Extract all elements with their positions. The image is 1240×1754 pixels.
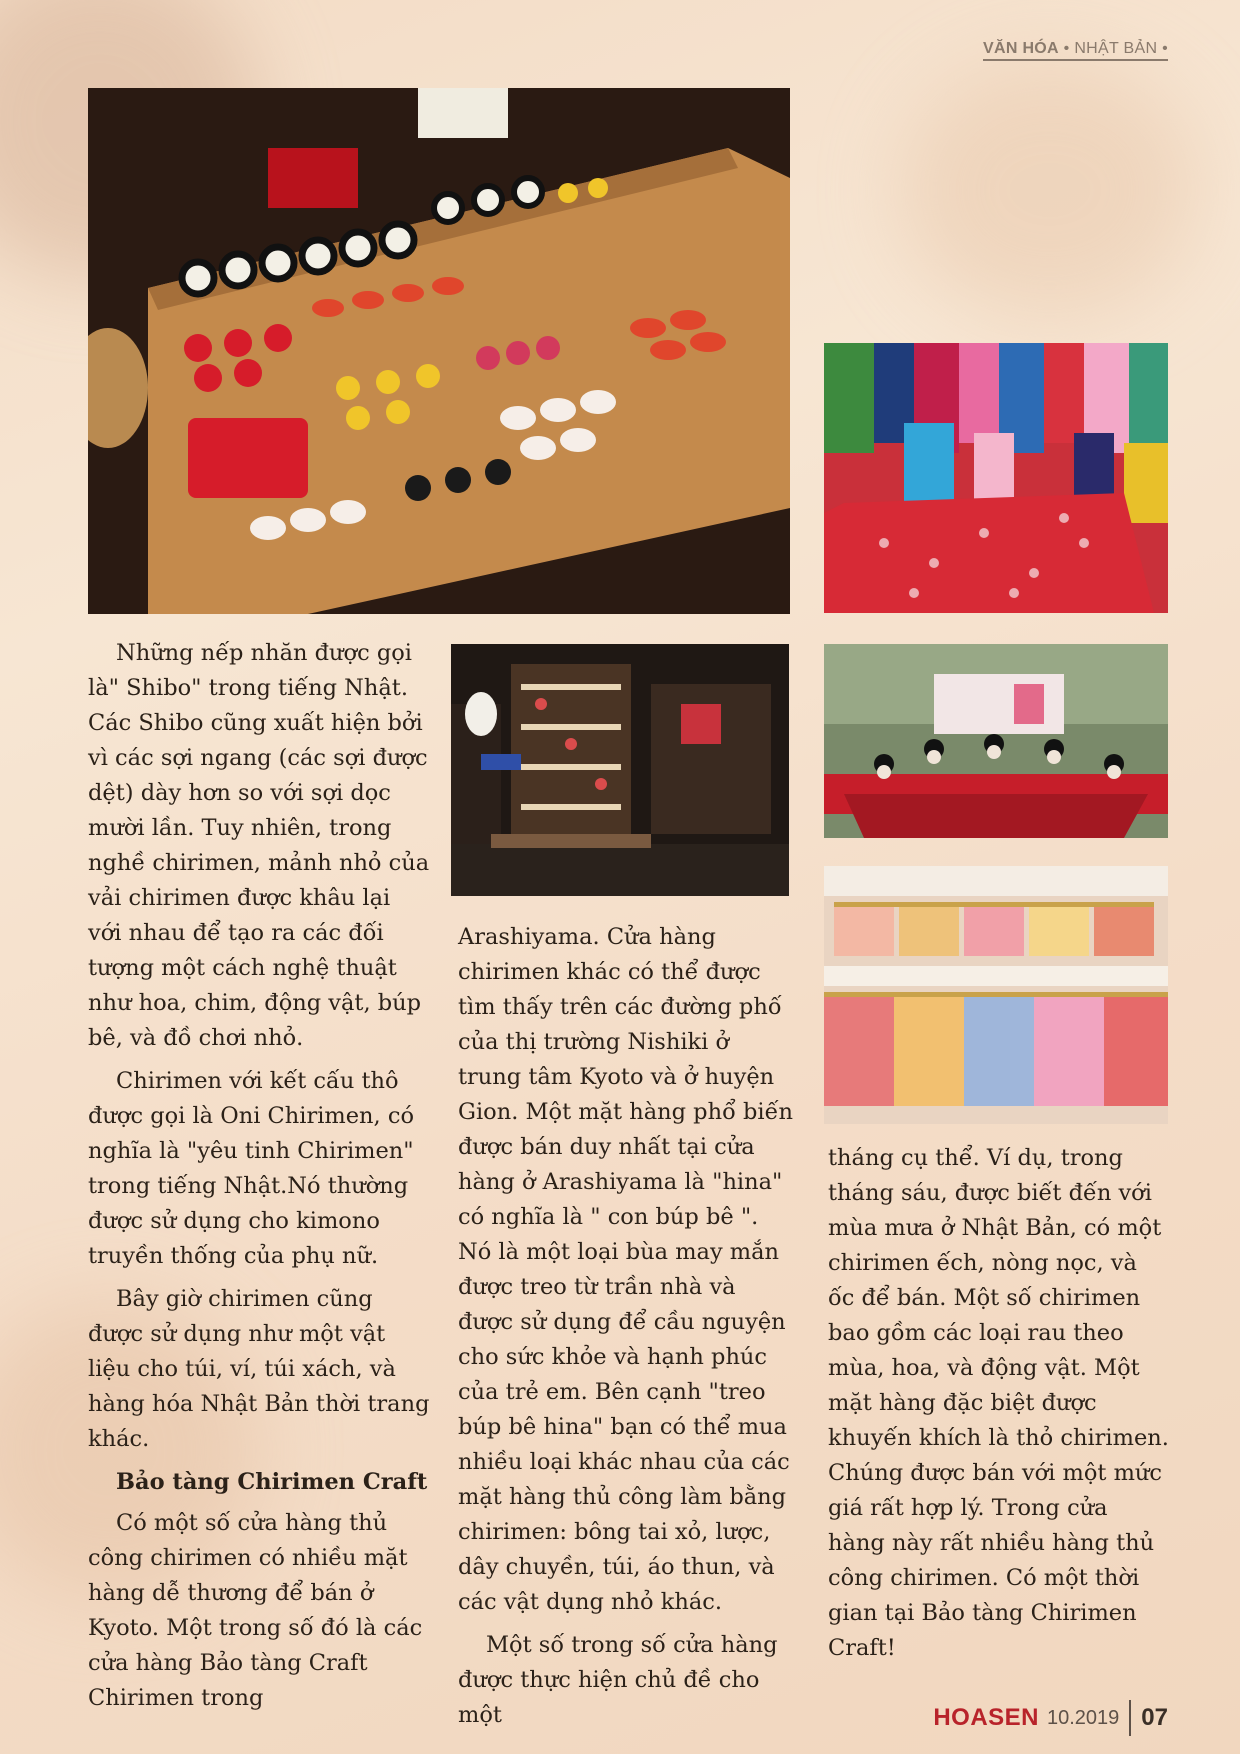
magazine-brand: HOASEN [933, 1704, 1039, 1731]
section-header [983, 40, 1168, 61]
text-column-1 [88, 636, 430, 1724]
page-number: 07 [1141, 1704, 1168, 1731]
photo-sushi-crafts [88, 88, 790, 614]
paragraph: Những nếp nhăn được gọi là" Shibo" trong tiếng Nhật. Các Shibo cũng xuất hiện bởi vì các sợi ngang (các sợi được dệt) dày hơn so với sợi dọc mười lần. Tuy nhiên, trong nghề chirimen, mảnh nhỏ của vải chirimen được khâu lại với nhau để tạo ra các đối tượng một cách nghệ thuật như hoa, chim, động vật, búp bê, và đồ chơi nhỏ. [88, 640, 430, 1051]
header-separator: • [1063, 40, 1070, 57]
photo-shop-interior [451, 644, 789, 896]
paragraph: Có một số cửa hàng thủ công chirimen có nhiều mặt hàng dễ thương để bán ở Kyoto. Một trong số đó là các cửa hàng Bảo tàng Craft Chirimen trong [88, 1510, 423, 1711]
paragraph: Arashiyama. Cửa hàng chirimen khác có thể được tìm thấy trên các đường phố của thị trường Nishiki ở trung tâm Kyoto và ở huyện Gion. Một mặt hàng phổ biến được bán duy nhất tại cửa hàng ở Arashiyama là "hina" có nghĩa là " con búp bê ". Nó là một loại bùa may mắn được treo từ trần nhà và được sử dụng để cầu nguyện cho sức khỏe và hạnh phúc của trẻ em. Bên cạnh "treo búp bê hina" bạn có thể mua nhiều loại khác nhau của các mặt hàng thủ công làm bằng chirimen: bông tai xỏ, lược, dây chuyền, túi, áo thun, và các vật dụng nhỏ khác. [458, 924, 793, 1615]
paragraph: Chirimen với kết cấu thô được gọi là Oni Chirimen, có nghĩa là "yêu tinh Chirimen" trong tiếng Nhật.Nó thường được sử dụng cho kimono truyền thống của phụ nữ. [88, 1068, 414, 1269]
issue-date: 10.2019 [1047, 1706, 1120, 1729]
text-column-2 [458, 920, 794, 1741]
paragraph: Một số trong số cửa hàng được thực hiện chủ đề cho một [458, 1632, 778, 1728]
paragraph: Bây giờ chirimen cũng được sử dụng như một vật liệu cho túi, ví, túi xách, và hàng hóa Nhật Bản thời trang khác. [88, 1286, 430, 1452]
header-separator: • [1162, 40, 1168, 57]
footer-divider [1129, 1700, 1131, 1736]
paragraph: tháng cụ thể. Ví dụ, trong tháng sáu, được biết đến với mùa mưa ở Nhật Bản, có một chirimen ếch, nòng nọc, và ốc để bán. Một số chirimen bao gồm các loại rau theo mùa, hoa, và động vật. Một mặt hàng đặc biệt được khuyến khích là thỏ chirimen. Chúng được bán với một mức giá rất hợp lý. Trong cửa hàng này rất nhiều hàng thủ công chirimen. Có một thời gian tại Bảo tàng Chirimen Craft! [828, 1145, 1169, 1661]
section-label: VĂN HÓA [983, 40, 1059, 57]
photo-hina-dolls [824, 644, 1168, 838]
photo-coin-purses [824, 866, 1168, 1124]
page-footer [933, 1700, 1168, 1736]
photo-chirimen-fabrics [824, 343, 1168, 613]
subsection-label: NHẬT BẢN [1074, 40, 1158, 57]
section-heading: Bảo tàng Chirimen Craft [116, 1469, 428, 1495]
background-decoration [900, 60, 1200, 320]
text-column-3 [828, 1141, 1170, 1674]
